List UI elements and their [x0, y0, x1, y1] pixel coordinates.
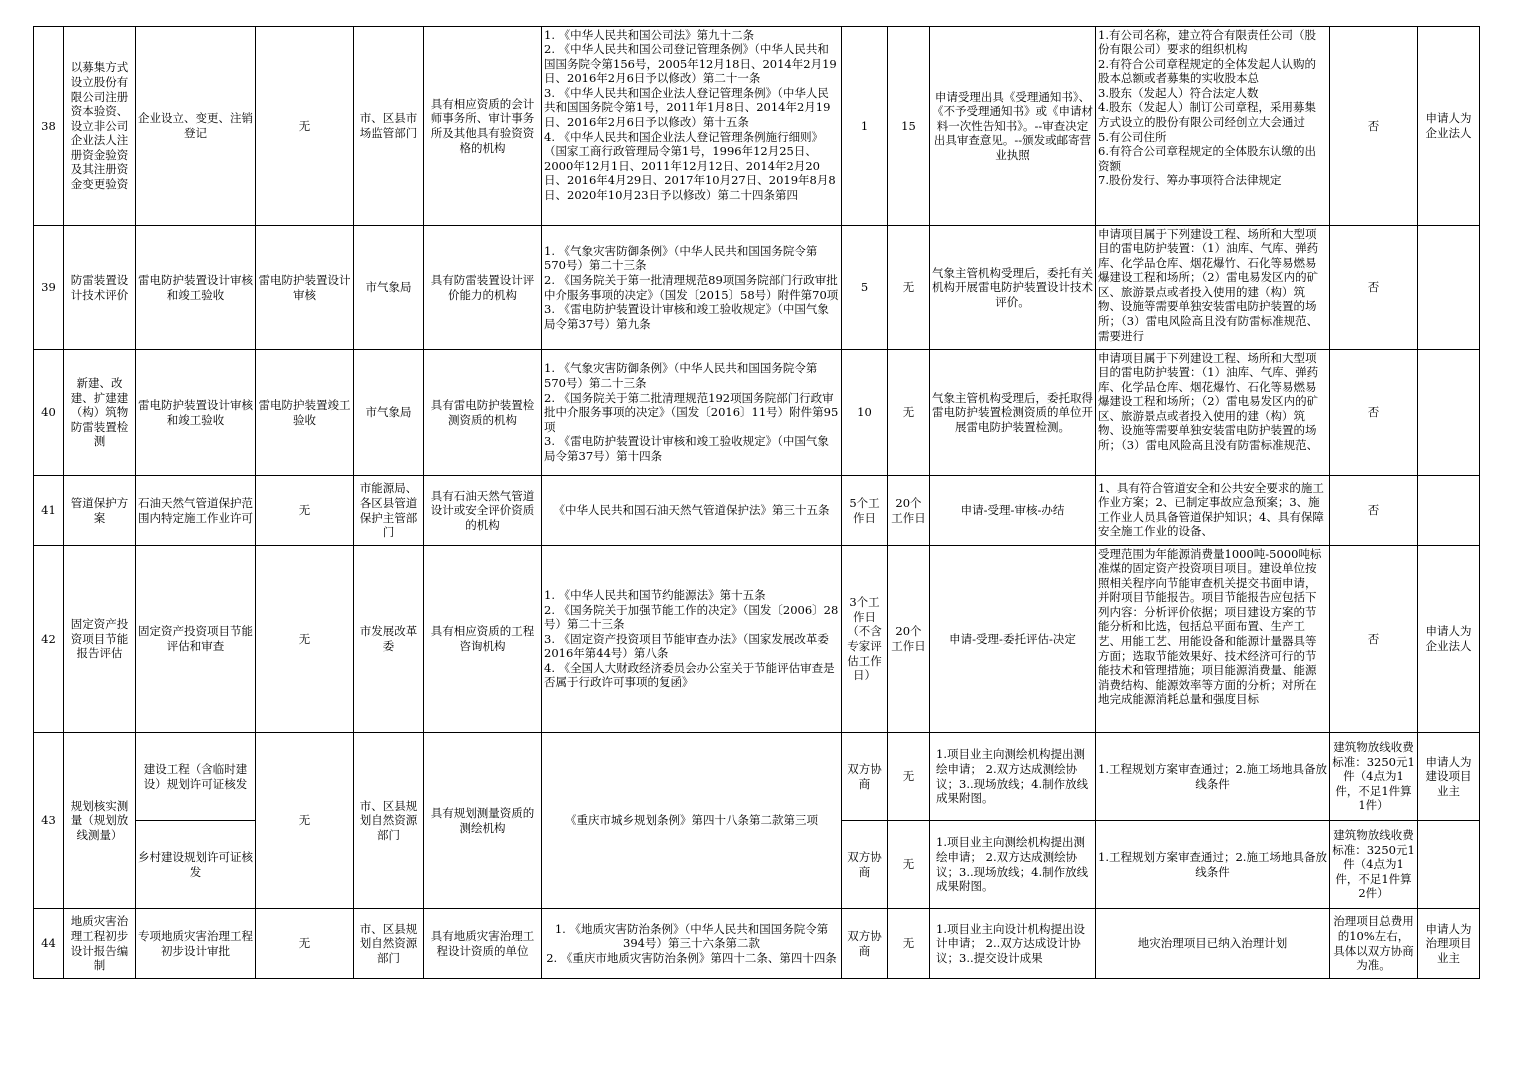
agency: 具有雷电防护装置检测资质的机构	[424, 350, 542, 476]
time-limit-1: 3个工作日（不含专家评估工作日）	[842, 546, 888, 733]
conditions: 1、具有符合管道安全和公共安全要求的施工作业方案；2、已制定事故应急预案；3、施工作业人员具备管道保护知识；4、具有保障安全施工作业的设备、	[1096, 476, 1330, 546]
department: 市能源局、各区县管道保护主管部门	[354, 476, 424, 546]
service-name: 地质灾害治理工程初步设计报告编制	[64, 909, 136, 979]
table-row	[34, 476, 1480, 546]
service-name: 防雷装置设计技术评价	[64, 226, 136, 350]
approval-item: 乡村建设规划许可证核发	[136, 821, 256, 909]
time-limit-1: 10	[842, 350, 888, 476]
conditions: 申请项目属于下列建设工程、场所和大型项目的雷电防护装置：（1）油库、气库、弹药库、化学品仓库、烟花爆竹、石化等易燃易爆建设工程和场所；（2）雷电易发区内的矿区、旅游景点或者投入使用的建（构）筑物、设施等需要单独安装雷电防护装置的场所；（3）雷电风险高且没有防雷标准规范、需要进行	[1096, 226, 1330, 350]
approval-item: 固定资产投资项目节能评估和审查	[136, 546, 256, 733]
process: 申请受理出具《受理通知书》、《不予受理通知书》或《申请材料一次性告知书》。--审查决定出具审查意见。--颁发或邮寄营业执照	[930, 27, 1096, 226]
approval-item: 建设工程（含临时建设）规划许可证核发	[136, 733, 256, 821]
fee: 治理项目总费用的10%左右，具体以双方协商为准。	[1330, 909, 1418, 979]
process: 1.项目业主向测绘机构提出测绘申请； 2.双方达成测绘协议；3..现场放线；4.制作放线成果附图。	[930, 821, 1096, 909]
conditions: 1.有公司名称，建立符合有限责任公司（股份有限公司）要求的组织机构 2.有符合公司章程规定的全体发起人认购的股本总额或者募集的实收股本总 3.股东（发起人）符合法定人数 4.股东（发起人）制订公司章程，采用募集方式设立的股份有限公司经创立大会通过 5.有公司住所 6.有符合公司章程规定的全体股东认缴的出资额 7.股份发行、筹办事项符合法律规定	[1096, 27, 1330, 226]
legal-basis: 1. 《气象灾害防御条例》（中华人民共和国国务院令第570号）第二十三条 2. 《国务院关于第一批清理规范89项国务院部门行政审批中介服务事项的决定》（国发〔2015〕58号）附件第70项 3. 《雷电防护装置设计审核和竣工验收规定》（中国气象局令第37号）第九条	[542, 226, 842, 350]
payer: 申请人为企业法人	[1418, 546, 1480, 733]
row-number: 38	[34, 27, 64, 226]
conditions: 1.工程规划方案审查通过；2.施工场地具备放线条件	[1096, 821, 1330, 909]
time-limit-1: 5个工作日	[842, 476, 888, 546]
conditions: 地灾治理项目已纳入治理计划	[1096, 909, 1330, 979]
sub-item: 无	[256, 733, 354, 909]
row-number: 39	[34, 226, 64, 350]
payer: 申请人为建设项目业主	[1418, 733, 1480, 821]
row-number: 41	[34, 476, 64, 546]
department: 市、区县规划自然资源部门	[354, 733, 424, 909]
row-number: 43	[34, 733, 64, 909]
fee: 否	[1330, 27, 1418, 226]
agency: 具有防雷装置设计评价能力的机构	[424, 226, 542, 350]
time-limit-1: 双方协商	[842, 821, 888, 909]
process: 气象主管机构受理后，委托有关机构开展雷电防护装置设计技术评价。	[930, 226, 1096, 350]
process: 1.项目业主向设计机构提出设计申请； 2..双方达成设计协议；3..提交设计成果	[930, 909, 1096, 979]
sub-item: 雷电防护装置竣工验收	[256, 350, 354, 476]
legal-basis: 1. 《地质灾害防治条例》（中华人民共和国国务院令第394号）第三十六条第二款 2. 《重庆市地质灾害防治条例》第四十二条、第四十四条	[542, 909, 842, 979]
table-row	[34, 733, 1480, 821]
sub-item: 雷电防护装置设计审核	[256, 226, 354, 350]
agency: 具有规划测量资质的测绘机构	[424, 733, 542, 909]
time-limit-2: 无	[888, 350, 930, 476]
row-number: 42	[34, 546, 64, 733]
department: 市气象局	[354, 350, 424, 476]
process: 1.项目业主向测绘机构提出测绘申请； 2.双方达成测绘协议；3..现场放线；4.制作放线成果附图。	[930, 733, 1096, 821]
fee: 否	[1330, 546, 1418, 733]
time-limit-1: 5	[842, 226, 888, 350]
legal-basis: 1. 《中华人民共和国节约能源法》第十五条 2. 《国务院关于加强节能工作的决定》（国发〔2006〕28号）第二十三条 3. 《固定资产投资项目节能审查办法》（国家发展改革委2016年第44号）第八条 4. 《全国人大财政经济委员会办公室关于节能评估审查是否属于行政许可事项的复函》	[542, 546, 842, 733]
approval-item: 石油天然气管道保护范围内特定施工作业许可	[136, 476, 256, 546]
department: 市、区县市场监管部门	[354, 27, 424, 226]
payer	[1418, 476, 1480, 546]
department: 市气象局	[354, 226, 424, 350]
payer: 申请人为治理项目业主	[1418, 909, 1480, 979]
row-number: 44	[34, 909, 64, 979]
time-limit-2: 20个工作日	[888, 476, 930, 546]
process: 申请-受理-审核-办结	[930, 476, 1096, 546]
conditions: 受理范围为年能源消费量1000吨-5000吨标准煤的固定资产投资项目项目。建设单位按照相关程序向节能审查机关提交书面申请，并附项目节能报告。项目节能报告应包括下列内容：分析评价依据；项目建设方案的节能分析和比选，包括总平面布置、生产工艺、用能工艺、用能设备和能源计量器具等方面；选取节能效果好、技术经济可行的节能技术和管理措施；项目能源消费量、能源消费结构、能源效率等方面的分析；对所在地完成能源消耗总量和强度目标	[1096, 546, 1330, 733]
intermediary-service-table	[33, 26, 1480, 979]
approval-item: 专项地质灾害治理工程初步设计审批	[136, 909, 256, 979]
sub-item: 无	[256, 909, 354, 979]
time-limit-1: 双方协商	[842, 733, 888, 821]
row-number: 40	[34, 350, 64, 476]
conditions: 申请项目属于下列建设工程、场所和大型项目的雷电防护装置：（1）油库、气库、弹药库、化学品仓库、烟花爆竹、石化等易燃易爆建设工程和场所；（2）雷电易发区内的矿区、旅游景点或者投入使用的建（构）筑物、设施等需要单独安装雷电防护装置的场所；（3）雷电风险高且没有防雷标准规范、	[1096, 350, 1330, 476]
sub-item: 无	[256, 476, 354, 546]
table-row	[34, 350, 1480, 476]
time-limit-2: 20个工作日	[888, 546, 930, 733]
payer	[1418, 226, 1480, 350]
legal-basis: 1. 《气象灾害防御条例》（中华人民共和国国务院令第570号）第二十三条 2. 《国务院关于第二批清理规范192项国务院部门行政审批中介服务事项的决定》（国发〔2016〕11号）附件第95项 3. 《雷电防护装置设计审核和竣工验收规定》（中国气象局令第37号）第十四条	[542, 350, 842, 476]
fee: 否	[1330, 350, 1418, 476]
department: 市发展改革委	[354, 546, 424, 733]
time-limit-1: 1	[842, 27, 888, 226]
agency: 具有石油天然气管道设计或安全评价资质的机构	[424, 476, 542, 546]
service-name: 固定资产投资项目节能报告评估	[64, 546, 136, 733]
table-row	[34, 546, 1480, 733]
service-name: 新建、改建、扩建建（构）筑物防雷装置检测	[64, 350, 136, 476]
department: 市、区县规划自然资源部门	[354, 909, 424, 979]
time-limit-2: 无	[888, 733, 930, 821]
agency: 具有相应资质的会计师事务所、审计事务所及其他具有验资资格的机构	[424, 27, 542, 226]
time-limit-2: 15	[888, 27, 930, 226]
service-name: 管道保护方案	[64, 476, 136, 546]
payer: 申请人为企业法人	[1418, 27, 1480, 226]
approval-item: 雷电防护装置设计审核和竣工验收	[136, 350, 256, 476]
conditions: 1.工程规划方案审查通过；2.施工场地具备放线条件	[1096, 733, 1330, 821]
legal-basis: 1. 《中华人民共和国公司法》第九十二条 2. 《中华人民共和国公司登记管理条例》（中华人民共和国国务院令第156号，2005年12月18日、2014年2月19日、2016年2月6日予以修改）第二十一条 3. 《中华人民共和国企业法人登记管理条例》（中华人民共和国国务院令第1号，2011年1月8日、2014年2月19日、2016年2月6日予以修改）第十五条 4. 《中华人民共和国企业法人登记管理条例施行细则》（国家工商行政管理局令第1号，1996年12月25日、2000年12月1日、2011年12月12日、2014年2月20日、2016年4月29日、2017年10月27日、2019年8月8日、2020年10月23日予以修改）第二十四条第四	[542, 27, 842, 226]
payer	[1418, 821, 1480, 909]
agency: 具有地质灾害治理工程设计资质的单位	[424, 909, 542, 979]
sub-item: 无	[256, 546, 354, 733]
table-row	[34, 27, 1480, 226]
service-name: 规划核实测量（规划放线测量）	[64, 733, 136, 909]
process: 申请-受理-委托评估-决定	[930, 546, 1096, 733]
time-limit-2: 无	[888, 909, 930, 979]
agency: 具有相应资质的工程咨询机构	[424, 546, 542, 733]
fee: 建筑物放线收费标准：3250元1件（4点为1件，不足1件算2件）	[1330, 821, 1418, 909]
time-limit-2: 无	[888, 821, 930, 909]
time-limit-2: 无	[888, 226, 930, 350]
payer	[1418, 350, 1480, 476]
legal-basis: 《重庆市城乡规划条例》第四十八条第二款第三项	[542, 733, 842, 909]
table-row	[34, 909, 1480, 979]
sub-item: 无	[256, 27, 354, 226]
fee: 建筑物放线收费标准：3250元1件（4点为1件，不足1件算1件）	[1330, 733, 1418, 821]
legal-basis: 《中华人民共和国石油天然气管道保护法》第三十五条	[542, 476, 842, 546]
fee: 否	[1330, 226, 1418, 350]
service-name: 以募集方式设立股份有限公司注册资本验资、设立非公司企业法人注册资金验资及其注册资金变更验资	[64, 27, 136, 226]
table-row	[34, 226, 1480, 350]
approval-item: 企业设立、变更、注销登记	[136, 27, 256, 226]
approval-item: 雷电防护装置设计审核和竣工验收	[136, 226, 256, 350]
time-limit-1: 双方协商	[842, 909, 888, 979]
process: 气象主管机构受理后，委托取得雷电防护装置检测资质的单位开展雷电防护装置检测。	[930, 350, 1096, 476]
fee: 否	[1330, 476, 1418, 546]
